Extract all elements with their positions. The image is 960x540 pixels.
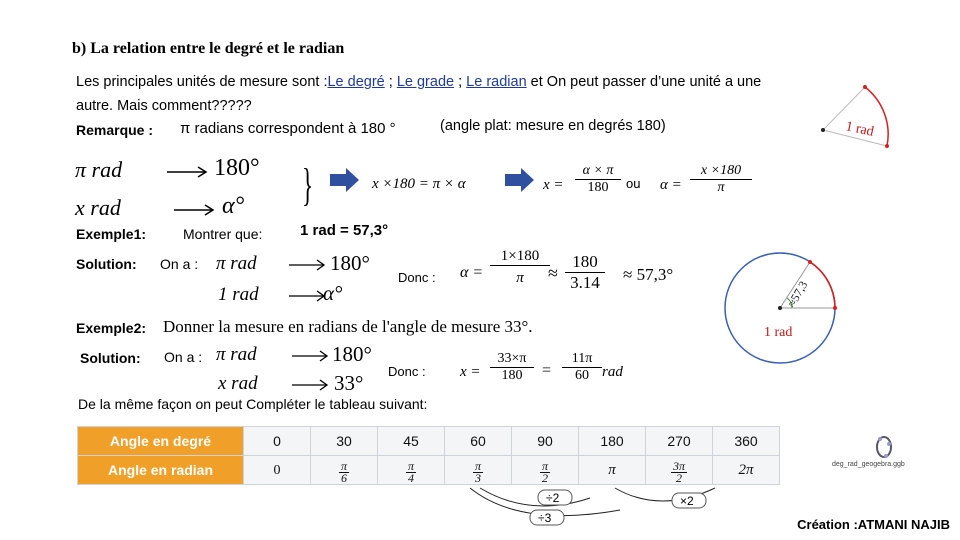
sol1-den1: π <box>516 270 524 286</box>
sol2-row2-left: x rad <box>218 373 258 394</box>
geogebra-icon[interactable] <box>874 434 894 460</box>
exemple1-label: Exemple1: <box>76 226 147 242</box>
credit-text: Création :ATMANI NAJIB <box>797 517 950 532</box>
div2-label: ÷2 <box>546 491 560 505</box>
table-row-degrees <box>78 427 780 456</box>
prop-brace: } <box>302 159 314 210</box>
sol2-x: x = <box>460 364 481 380</box>
circle-dot-right <box>833 306 837 310</box>
rad-num: π <box>407 458 414 473</box>
rad-num: π <box>340 458 347 473</box>
circle-label-in: ≈57,3 <box>784 278 811 310</box>
times2-label: ×2 <box>680 494 694 508</box>
sol1-alpha: α = <box>460 264 484 281</box>
solution1-label: Solution: <box>76 256 137 272</box>
circle-center-dot <box>778 306 782 310</box>
conversion-table <box>77 426 780 485</box>
prop-arrow1 <box>165 164 210 180</box>
arc-end-dot1 <box>863 85 867 89</box>
blue-arrow-2 <box>505 168 535 192</box>
x-num: α × π <box>575 163 621 180</box>
rad-cell <box>311 456 378 485</box>
solution2-ona: On a : <box>164 349 203 365</box>
circle-dot-top <box>808 260 812 264</box>
sol1-approx2: ≈ 57,3° <box>623 265 674 284</box>
sol2-eq: = <box>542 362 552 379</box>
rad-cell <box>713 456 780 485</box>
alpha-num: x ×180 <box>690 163 752 180</box>
sol1-frac2 <box>565 252 605 293</box>
intro-text <box>76 70 761 118</box>
exemple2-text: Donner la mesure en radians de l'angle de mesure 33°. <box>163 317 533 336</box>
rad-cell <box>244 456 311 485</box>
rad-den: 2 <box>541 470 548 485</box>
exemple1-text: Montrer que: <box>183 226 263 242</box>
prop-arrow2 <box>172 202 217 218</box>
sol1-donc: Donc : <box>398 270 436 285</box>
sol2-donc: Donc : <box>388 364 426 379</box>
intro-part1: Les principales unités de mesure sont : <box>76 74 328 90</box>
x-fraction <box>575 163 621 196</box>
rad-den: 6 <box>340 470 347 485</box>
x-den: 180 <box>587 180 609 195</box>
rad-den: 3 <box>474 470 481 485</box>
table-row-radians <box>78 456 780 485</box>
deg-cell: 0 <box>244 427 311 456</box>
rad-cell <box>579 456 646 485</box>
blue-arrow-1 <box>330 168 360 192</box>
rad-num: 3π <box>672 458 685 473</box>
deg-cell: 60 <box>445 427 512 456</box>
sol2-num2: 11π <box>562 351 602 368</box>
rad-cell <box>512 456 579 485</box>
prop-row2-right: α° <box>222 193 245 219</box>
rad-plain: 0 <box>273 463 281 478</box>
intro-sep2: ; <box>454 74 467 90</box>
deg-cell: 45 <box>378 427 445 456</box>
sol2-frac1 <box>490 351 534 384</box>
solution1-ona: On a : <box>160 256 199 272</box>
rad-num: π <box>474 458 481 473</box>
sol2-arrow1 <box>290 349 330 363</box>
deg-cell: 30 <box>311 427 378 456</box>
deg-cell: 180 <box>579 427 646 456</box>
remarque-text: π radians correspondent à 180 ° <box>180 120 396 137</box>
rad-den: 2 <box>675 470 682 485</box>
table-intro: De la même façon on peut Compléter le tableau suivant: <box>78 396 428 412</box>
rad-plain: π <box>608 462 616 478</box>
deg-cell: 270 <box>646 427 713 456</box>
rad-num: π <box>541 458 548 473</box>
arc-end-dot2 <box>885 144 889 148</box>
sol2-den2: 60 <box>575 368 589 383</box>
sol1-row1-left: π rad <box>216 253 257 274</box>
div3-label: ÷3 <box>538 511 552 525</box>
exemple2-label: Exemple2: <box>76 320 147 336</box>
rad-cell <box>378 456 445 485</box>
row-head-radian: Angle en radian <box>78 456 244 485</box>
prop-row1-right: 180° <box>214 155 260 181</box>
sol1-arrow2 <box>287 289 327 303</box>
sol2-num1: 33×π <box>490 351 534 368</box>
circle-figure <box>720 248 840 368</box>
circle-arc-red <box>810 262 835 308</box>
remarque-note: (angle plat: mesure en degrés 180) <box>440 118 666 134</box>
solution2-label: Solution: <box>80 350 141 366</box>
intro-sep1: ; <box>384 74 397 90</box>
sol1-num1: 1×180 <box>490 248 550 266</box>
arc-center-dot <box>821 128 825 132</box>
row-head-degree: Angle en degré <box>78 427 244 456</box>
sol1-den2: 3.14 <box>570 273 600 292</box>
arc-figure <box>815 80 895 150</box>
sol2-row1-left: π rad <box>216 344 257 365</box>
sol1-num2: 180 <box>565 252 605 273</box>
alpha-eq: α = <box>660 177 682 193</box>
prop-equation: x ×180 = π × α <box>372 176 466 192</box>
rad-den: 4 <box>407 470 414 485</box>
sol1-row2-right: α° <box>323 281 343 305</box>
section-title: b) La relation entre le degré et le radian <box>72 40 345 57</box>
rad-plain: 2π <box>738 462 754 478</box>
sol1-arrow1 <box>287 258 327 272</box>
geogebra-filename[interactable]: deg_rad_geogebra.ggb <box>832 461 905 468</box>
sol1-approx1: ≈ <box>548 263 558 283</box>
prop-row2-left: x rad <box>75 195 121 220</box>
rad-cell <box>445 456 512 485</box>
deg-cell: 360 <box>713 427 780 456</box>
sol1-frac1 <box>490 248 550 287</box>
alpha-den: π <box>717 180 725 195</box>
intro-line2: autre. Mais comment????? <box>76 98 252 114</box>
remarque-label: Remarque : <box>76 122 154 138</box>
deg-cell: 90 <box>512 427 579 456</box>
circle-label-out: 1 rad <box>764 325 793 340</box>
sol1-row1-right: 180° <box>330 251 370 275</box>
rad-cell <box>646 456 713 485</box>
sol2-unit: rad <box>602 364 623 380</box>
sol2-row1-right: 180° <box>332 342 372 366</box>
prop-row1-left: π rad <box>75 157 123 182</box>
ou-text: ou <box>626 176 641 191</box>
x-eq: x = <box>543 177 564 193</box>
intro-part2: et On peut passer d’une unité a une <box>526 74 762 90</box>
sol1-row2-left: 1 rad <box>218 284 259 305</box>
sol2-frac2 <box>562 351 602 384</box>
sol2-row2-right: 33° <box>334 371 364 395</box>
sol2-den1: 180 <box>501 368 523 383</box>
link-degre[interactable]: Le degré <box>327 74 385 90</box>
conversion-arrows <box>440 484 730 530</box>
exemple1-result: 1 rad = 57,3° <box>300 222 389 239</box>
link-radian[interactable]: Le radian <box>466 74 527 90</box>
sol2-arrow2 <box>290 378 330 392</box>
alpha-fraction <box>690 163 752 196</box>
arc-label: 1 rad <box>844 119 876 140</box>
link-grade[interactable]: Le grade <box>396 74 455 90</box>
